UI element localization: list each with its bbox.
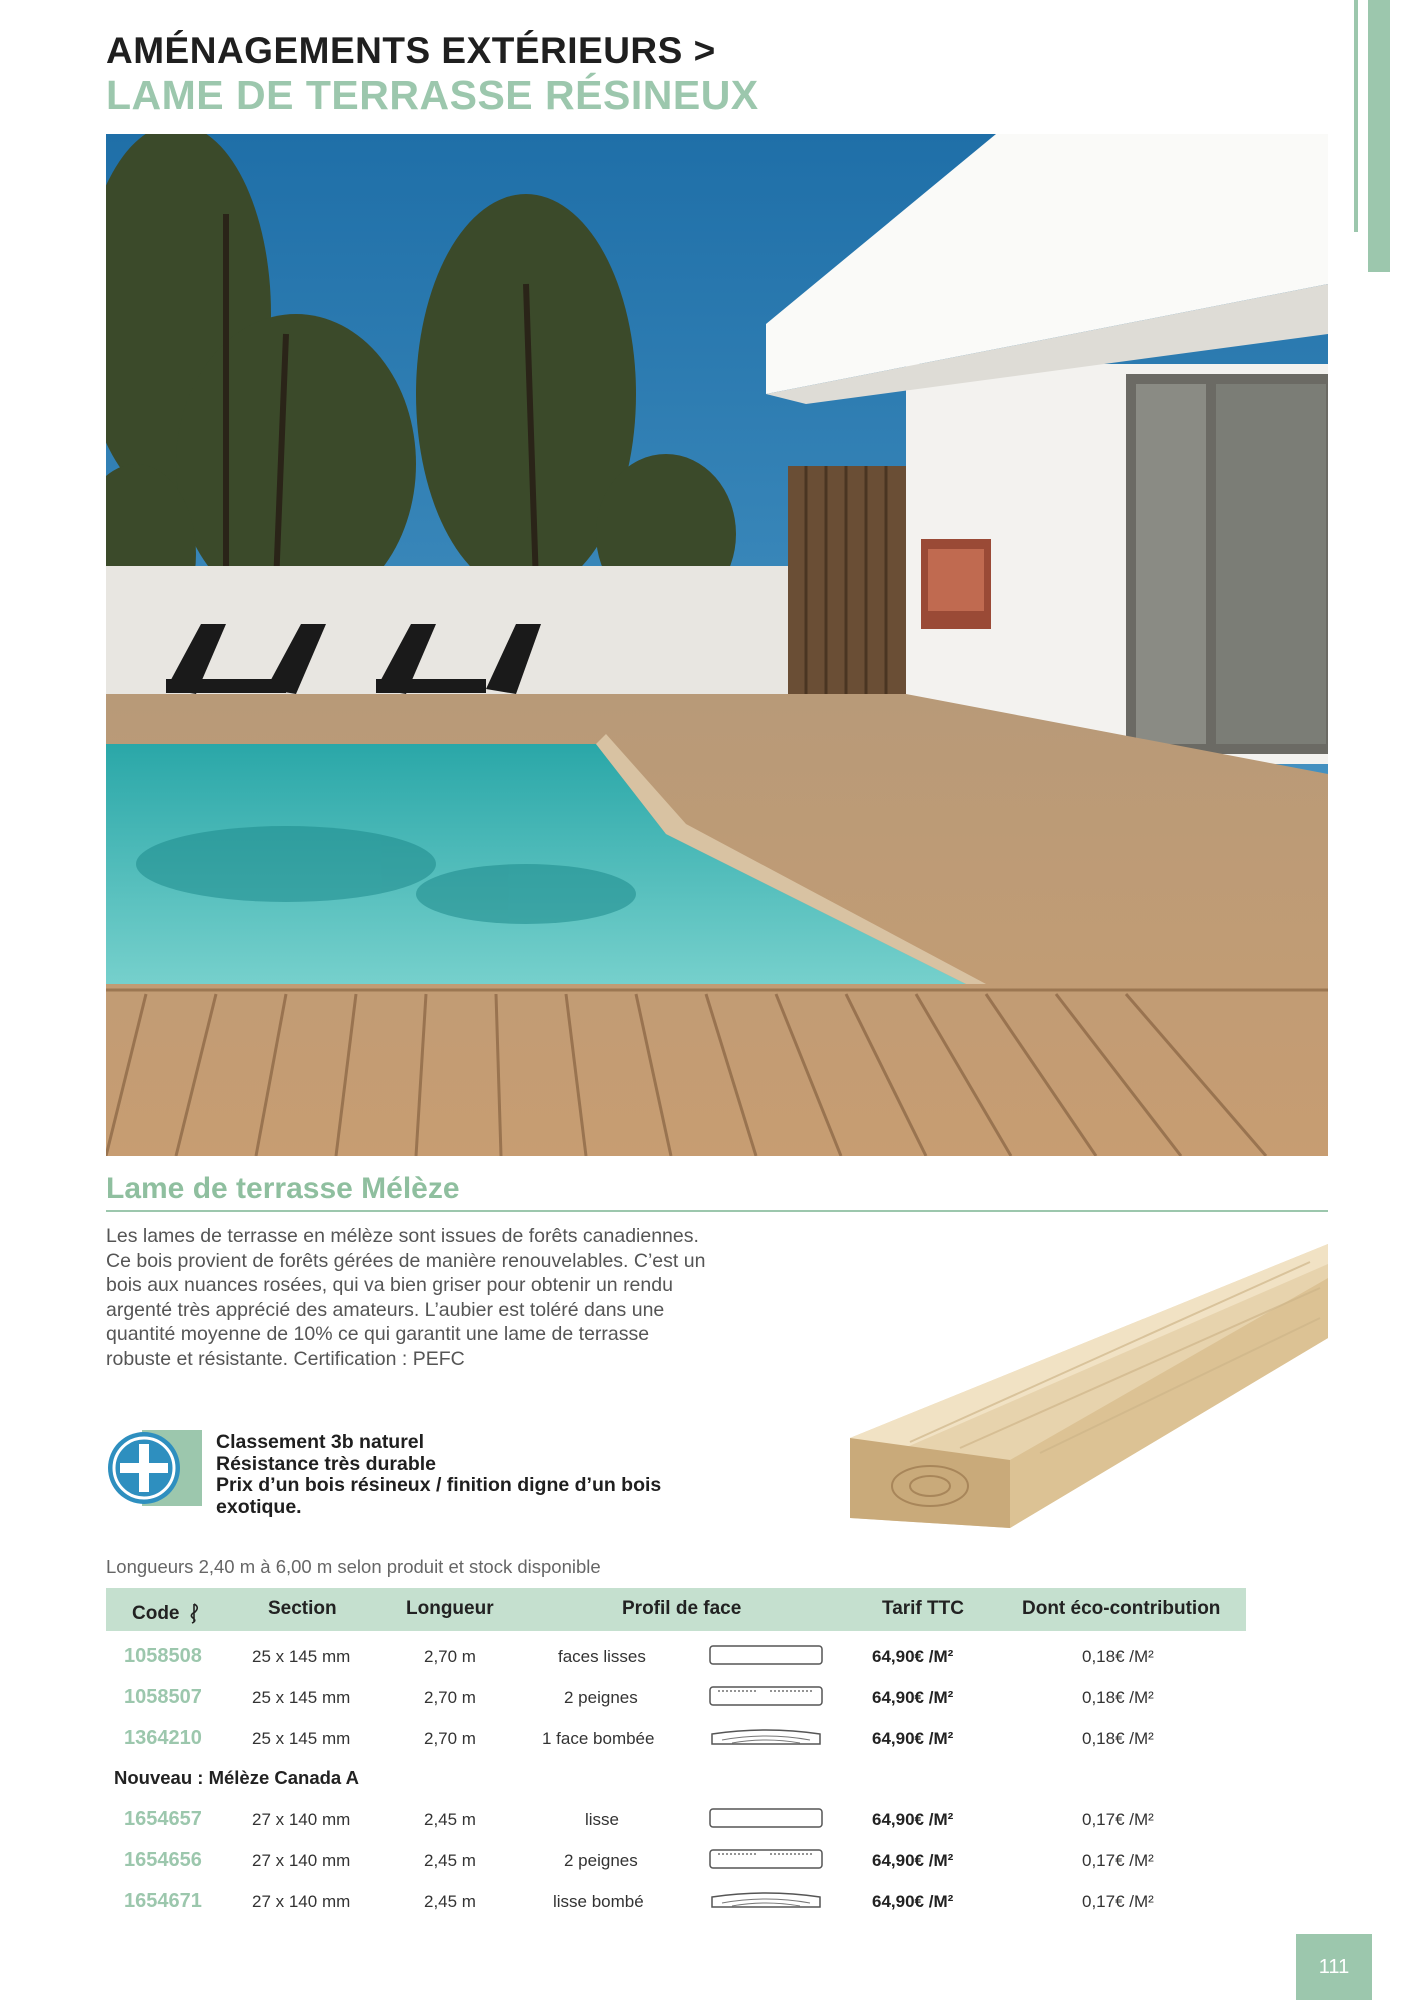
section-value: 25 x 145 mm — [252, 1688, 351, 1707]
profile-value: lisse bombé — [553, 1892, 644, 1911]
profile-value: lisse — [585, 1810, 620, 1829]
board-product-image — [840, 1238, 1330, 1528]
eco-value: 0,17€ /M² — [1082, 1892, 1154, 1911]
price-value: 64,90€ /M² — [872, 1647, 954, 1666]
section-value: 25 x 145 mm — [252, 1647, 351, 1666]
col-header-eco: Dont éco-contribution — [1022, 1598, 1221, 1619]
section-value: 27 x 140 mm — [252, 1892, 351, 1911]
feature-item: Prix d’un bois résineux / finition digne d’un bois — [216, 1474, 662, 1496]
profile-value: 2 peignes — [564, 1851, 638, 1870]
length-value: 2,45 m — [424, 1892, 476, 1911]
eco-value: 0,17€ /M² — [1082, 1851, 1154, 1870]
length-value: 2,70 m — [424, 1729, 476, 1748]
barcode-icon — [185, 1603, 201, 1625]
product-code: 1058507 — [124, 1686, 202, 1708]
page-number: 111 — [1318, 1956, 1350, 1978]
col-header-price: Tarif TTC — [882, 1598, 964, 1619]
profile-convex-icon — [708, 1889, 824, 1911]
product-description: Les lames de terrasse en mélèze sont issues de forêts canadiennes. Ce bois provient de forêts gérées de manière renouvelables. C’est un bois aux nuances rosées, qui va bien griser pour obtenir un rendu argenté très apprécié des amateurs. L’aubier est toléré dans une quantité moyenne de 10% ce qui garantit une lame de terrasse robuste et résistante. Certification : PEFC — [106, 1225, 706, 1370]
col-header-profile: Profil de face — [622, 1598, 742, 1619]
product-code: 1654656 — [124, 1849, 202, 1871]
eco-value: 0,18€ /M² — [1082, 1647, 1154, 1666]
profile-convex-icon — [708, 1726, 824, 1748]
hero-photo — [106, 134, 1328, 1156]
price-value: 64,90€ /M² — [872, 1729, 954, 1748]
section-divider — [106, 1210, 1328, 1212]
col-header-code: Code — [132, 1603, 201, 1625]
section-value: 25 x 145 mm — [252, 1729, 351, 1748]
page-number-box — [1296, 1934, 1372, 2000]
profile-value: 2 peignes — [564, 1688, 638, 1707]
feature-item: Résistance très durable — [216, 1452, 437, 1475]
product-code: 1654671 — [124, 1890, 202, 1912]
section-value: 27 x 140 mm — [252, 1810, 351, 1829]
price-value: 64,90€ /M² — [872, 1688, 954, 1707]
profile-flat-icon — [708, 1807, 824, 1829]
price-value: 64,90€ /M² — [872, 1851, 954, 1870]
col-header-length: Longueur — [406, 1598, 494, 1619]
feature-list — [216, 1432, 661, 1518]
product-code: 1654657 — [124, 1808, 202, 1830]
eco-value: 0,18€ /M² — [1082, 1688, 1154, 1707]
category-breadcrumb: AMÉNAGEMENTS EXTÉRIEURS > — [106, 30, 716, 71]
profile-value: faces lisses — [558, 1647, 646, 1666]
product-code: 1058508 — [124, 1645, 202, 1667]
page-title: LAME DE TERRASSE RÉSINEUX — [106, 72, 759, 118]
profile-flat-icon — [708, 1644, 824, 1666]
price-value: 64,90€ /M² — [872, 1810, 954, 1829]
eco-value: 0,18€ /M² — [1082, 1729, 1154, 1748]
product-title: Lame de terrasse Mélèze — [106, 1172, 460, 1205]
length-value: 2,45 m — [424, 1851, 476, 1870]
section-value: 27 x 140 mm — [252, 1851, 351, 1870]
feature-item: exotique. — [216, 1495, 302, 1518]
side-tab-decor — [1368, 0, 1390, 272]
new-range-subheading: Nouveau : Mélèze Canada A — [114, 1767, 360, 1788]
col-header-section: Section — [268, 1598, 337, 1619]
price-value: 64,90€ /M² — [872, 1892, 954, 1911]
side-decor-line — [1354, 0, 1358, 232]
profile-value: 1 face bombée — [542, 1729, 655, 1748]
profile-grooved-icon — [708, 1848, 824, 1870]
profile-grooved-icon — [708, 1685, 824, 1707]
length-value: 2,70 m — [424, 1647, 476, 1666]
plus-icon — [106, 1430, 202, 1506]
length-value: 2,70 m — [424, 1688, 476, 1707]
product-code: 1364210 — [124, 1727, 202, 1749]
length-value: 2,45 m — [424, 1810, 476, 1829]
lengths-note: Longueurs 2,40 m à 6,00 m selon produit et stock disponible — [106, 1556, 601, 1577]
eco-value: 0,17€ /M² — [1082, 1810, 1154, 1829]
feature-item: Classement 3b naturel — [216, 1431, 425, 1453]
